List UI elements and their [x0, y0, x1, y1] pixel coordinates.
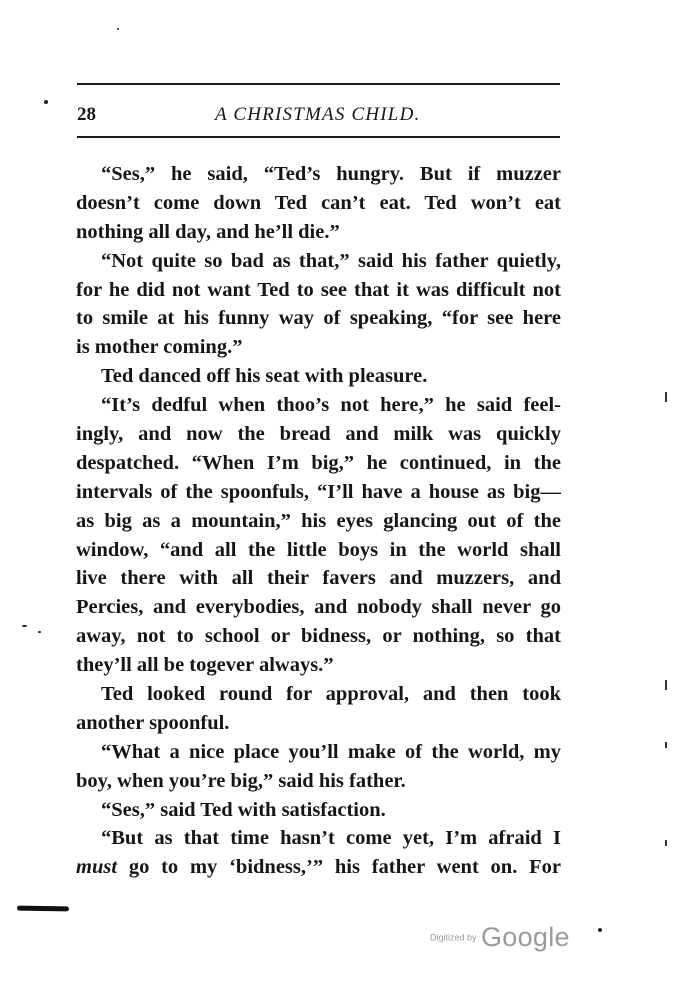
running-head-title: A CHRISTMAS CHILD. — [215, 104, 421, 125]
scan-speck — [117, 28, 119, 30]
text-line: window, “and all the little boys in the world shall — [76, 538, 561, 561]
text-line: “It’s dedful when thoo’s not here,” he said feel- — [101, 394, 561, 417]
text-line: to smile at his funny way of speaking, “for see here — [76, 307, 561, 330]
text-line-last — [76, 853, 561, 882]
header-rule-bottom — [77, 136, 560, 138]
text-line: they’ll all be togever always.” — [76, 654, 334, 677]
text-line: “Not quite so bad as that,” said his father quietly, — [101, 249, 561, 272]
scan-speck — [38, 631, 41, 633]
text-line: “Ses,” he said, “Ted’s hungry. But if muzzer — [101, 163, 561, 185]
scan-speck — [44, 100, 48, 104]
text-line: live there with all their favers and muzzers, and — [76, 567, 561, 590]
scan-mark — [17, 906, 69, 912]
running-header — [77, 104, 560, 128]
text-line: Ted danced off his seat with pleasure. — [101, 365, 428, 388]
margin-tick — [665, 392, 667, 402]
text-line: “What a nice place you’ll make of the world, my — [101, 740, 561, 763]
emphasis-word: must — [76, 856, 118, 879]
text-line: Percies, and everybodies, and nobody shall never go — [76, 596, 561, 619]
text-line: despatched. “When I’m big,” he continued, in the — [76, 451, 561, 474]
margin-tick — [665, 680, 667, 690]
watermark-prefix: Digitized by — [430, 932, 477, 943]
text-line: for he did not want Ted to see that it was difficult not — [76, 278, 561, 301]
google-watermark — [430, 922, 570, 953]
header-rule-top — [77, 83, 560, 85]
watermark-brand: Google — [480, 922, 570, 952]
text-line: doesn’t come down Ted can’t eat. Ted won’t eat — [76, 191, 561, 214]
page-body — [76, 160, 561, 882]
text-line: is mother coming.” — [76, 336, 243, 359]
text-line: ingly, and now the bread and milk was quickly — [76, 423, 561, 446]
text-line: Ted looked round for approval, and then took — [101, 683, 561, 706]
text-line: “Ses,” said Ted with satisfaction. — [101, 798, 386, 821]
margin-tick — [665, 840, 667, 846]
text-line: as big as a mountain,” his eyes glancing out of the — [76, 509, 561, 532]
page-number: 28 — [77, 104, 96, 125]
text-line: boy, when you’re big,” said his father. — [76, 769, 406, 792]
text-line: intervals of the spoonfuls, “I’ll have a house as big— — [76, 480, 561, 503]
scan-speck — [22, 625, 27, 627]
text-line: away, not to school or bidness, or nothing, so that — [76, 625, 561, 648]
text-line: nothing all day, and he’ll die.” — [76, 220, 340, 243]
text-line: another spoonful. — [76, 711, 230, 734]
scan-speck — [598, 928, 602, 932]
text-line: “But as that time hasn’t come yet, I’m afraid I — [101, 827, 561, 850]
text-line-rest: go to my ‘bidness,’” his father went on. For — [117, 856, 561, 879]
margin-tick — [665, 742, 667, 748]
